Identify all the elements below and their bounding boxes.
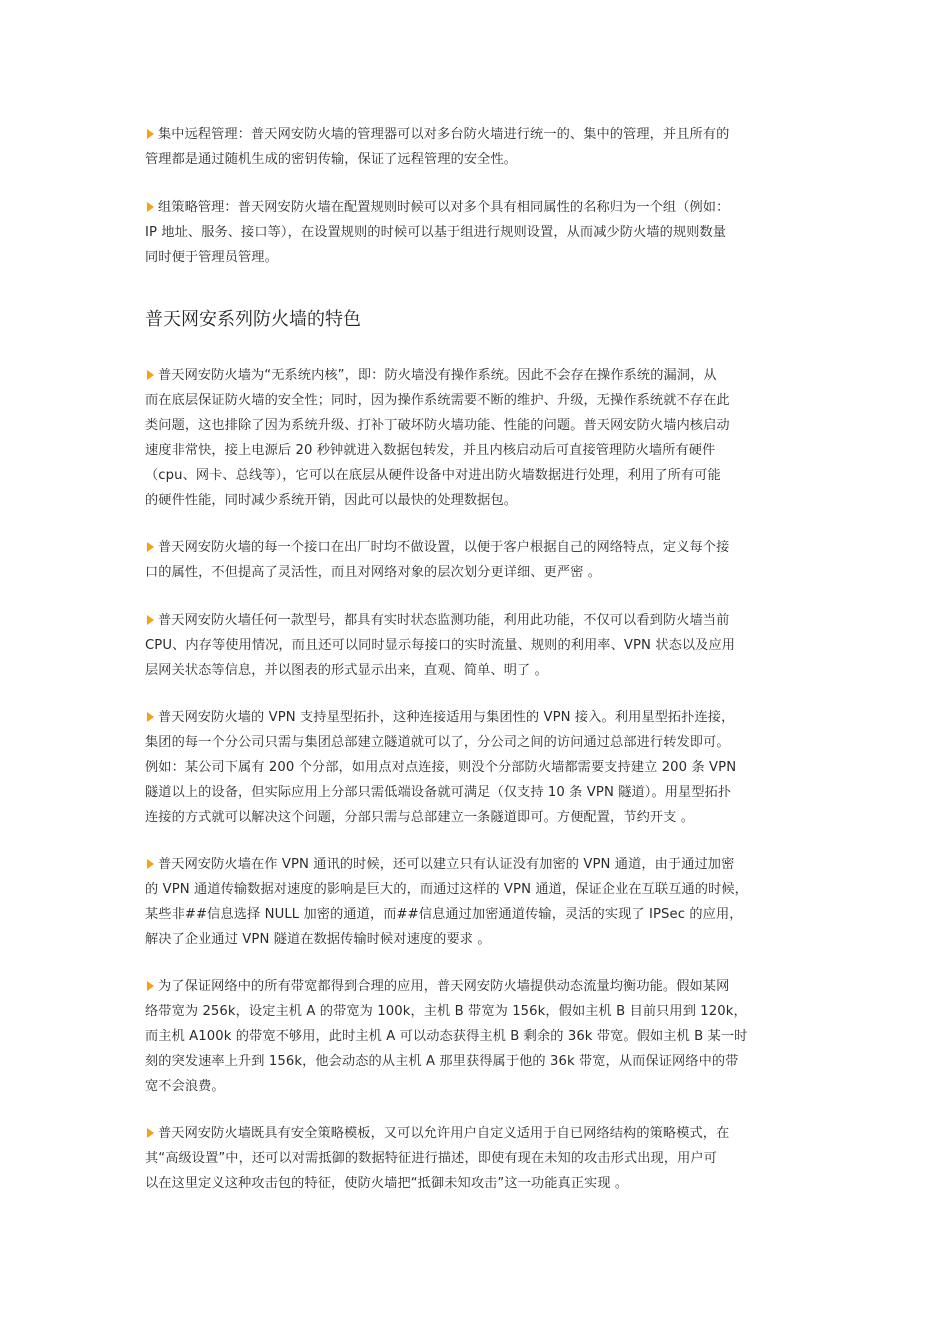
orange-triangle-bullet-icon [147, 712, 154, 722]
bullet-paragraph-group-policy: 组策略管理：普天网安防火墙在配置规则时候可以对多个具有相同属性的名称归为一个组（例如： IP 地址、服务、接口等），在设置规则的时候可以基于组进行规则设置，从而减少防火墙的规则数量 同时便于管理员管理。 [145, 200, 730, 265]
feature-paragraph-interfaces: 普天网安防火墙的每一个接口在出厂时均不做设置，以便于客户根据自己的网络特点，定义每个接 口的属性，不但提高了灵活性，而且对网络对象的层次划分更详细、更严密 。 [145, 540, 730, 580]
orange-triangle-bullet-icon [147, 370, 154, 380]
orange-triangle-bullet-icon [147, 129, 154, 139]
feature-paragraph-vpn-star-topology: 普天网安防火墙的 VPN 支持星型拓扑，这种连接适用与集团性的 VPN 接入。利用星型拓扑连接， 集团的每一个分公司只需与集团总部建立隧道就可以了，分公司之间的访问通过总部进行转发即可。 例如：某公司下属有 200 个分部，如用点对点连接，则没个分部防火墙都需要支持建立 200 条 VPN 隧道以上的设备，但实际应用上分部只需低端设备就可满足（仅支持 10 条 VPN 隧道）。用星型拓扑 连接的方式就可以解决这个问题，分部只需与总部建立一条隧道即可。方便配置，节约开支 。 [145, 710, 737, 825]
feature-paragraph-policy-templates: 普天网安防火墙既具有安全策略模板，又可以允许用户自定义适用于自已网络结构的策略模式，在 其“高级设置”中，还可以对需抵御的数据特征进行描述，即使有现在未知的攻击形式出现，用户可 以在这里定义这种攻击包的特征，使防火墙把“抵御未知攻击”这一功能真正实现 。 [145, 1126, 730, 1191]
feature-paragraph-realtime-monitoring: 普天网安防火墙任何一款型号，都具有实时状态监测功能，利用此功能，不仅可以看到防火墙当前 CPU、内存等使用情况，而且还可以同时显示每接口的实时流量、规则的利用率、VPN 状态以及应用 层网关状态等信息，并以图表的形式显示出来，直观、简单、明了 。 [145, 613, 736, 678]
bullet-paragraph-remote-management: 集中远程管理：普天网安防火墙的管理器可以对多台防火墙进行统一的、集中的管理，并且所有的 管理都是通过随机生成的密钥传输，保证了远程管理的安全性。 [145, 127, 730, 167]
feature-paragraph-dynamic-bandwidth: 为了保证网络中的所有带宽都得到合理的应用，普天网安防火墙提供动态流量均衡功能。假如某网 络带宽为 256k，设定主机 A 的带宽为 100k，主机 B 带宽为 156k，假如主机 B 目前只用到 120k， 而主机 A100k 的带宽不够用，此时主机 A 可以动态获得主机 B 剩余的 36k 带宽。假如主机 B 某一时 刻的突发速率上升到 156k，他会动态的从主机 A 那里获得属于他的 36k 带宽，从而保证网络中的带 宽不会浪费。 [145, 979, 748, 1094]
orange-triangle-bullet-icon [147, 202, 154, 212]
feature-paragraph-vpn-null-encryption: 普天网安防火墙在作 VPN 通讯的时候，还可以建立只有认证没有加密的 VPN 通道，由于通过加密 的 VPN 通道传输数据对速度的影响是巨大的，而通过这样的 VPN 通道，保证企业在互联互通的时候， 某些非##信息选择 NULL 加密的通道，而##信息通过加密通道传输，灵活的实现了 IPSec 的应用， 解决了企业通过 VPN 隧道在数据传输时候对速度的要求 。 [145, 857, 748, 947]
orange-triangle-bullet-icon [147, 1128, 154, 1138]
orange-triangle-bullet-icon [147, 542, 154, 552]
section-heading: 普天网安系列防火墙的特色 [145, 309, 361, 330]
feature-paragraph-no-kernel: 普天网安防火墙为“无系统内核”，即：防火墙没有操作系统。因此不会存在操作系统的漏洞，从 而在底层保证防火墙的安全性；同时，因为操作系统需要不断的维护、升级，无操作系统就不存在此 类问题，这也排除了因为系统升级、打补丁破坏防火墙功能、性能的问题。普天网安防火墙内核启动 速度非常快，接上电源后 20 秒钟就进入数据包转发，并且内核启动后可直接管理防火墙所有硬件 （cpu、网卡、总线等），它可以在底层从硬件设备中对进出防火墙数据进行处理，利用了所有可能 的硬件性能，同时减少系统开销，因此可以最快的处理数据包。 [145, 368, 730, 508]
orange-triangle-bullet-icon [147, 859, 154, 869]
orange-triangle-bullet-icon [147, 981, 154, 991]
orange-triangle-bullet-icon [147, 615, 154, 625]
